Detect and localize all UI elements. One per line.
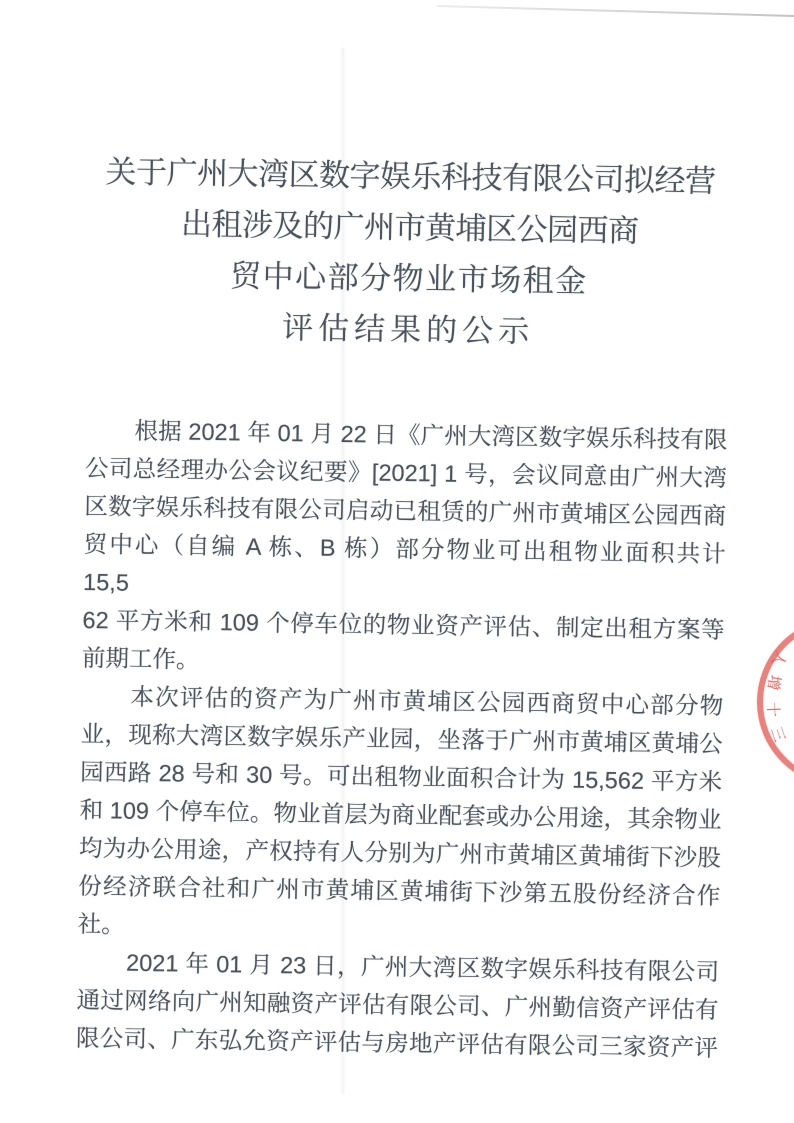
- title-line: 贸中心部分物业市场租金: [229, 258, 588, 299]
- seal-character: 增: [763, 673, 784, 692]
- title-line: 评估结果的公示: [281, 310, 535, 349]
- title-line: 关于广州大湾区数字娱乐科技有限公司拟经营: [105, 154, 716, 199]
- body-line: 区数字娱乐科技有限公司启动已租赁的广州市黄埔区公园西商: [84, 492, 727, 530]
- title-line: 出租涉及的广州市黄埔区公园西商: [180, 206, 639, 249]
- body-line: 贸中心（自编 A 栋、B 栋）部分物业可出租物业面积共计 15,5: [82, 530, 726, 596]
- body-line: 根据 2021 年 01 月 22 日《广州大湾区数字娱乐科技有限: [134, 417, 728, 454]
- body-line: 2021 年 01 月 23 日，广州大湾区数字娱乐科技有限公司: [125, 949, 720, 985]
- seal-character: 三: [767, 724, 788, 745]
- body-line: 均为办公用途，产权持有人分别为广州市黄埔区黄埔街下沙股: [78, 834, 722, 871]
- body-line: 公司总经理办公会议纪要》[2021] 1 号，会议同意由广州大湾: [84, 454, 728, 492]
- body-line: 62 平方米和 109 个停车位的物业资产评估、制定出租方案等: [82, 606, 725, 644]
- body-line: 业，现称大湾区数字娱乐产业园，坐落于广州市黄埔区黄埔公: [80, 720, 723, 758]
- document-title: [87, 146, 732, 360]
- body-line: 前期工作。: [81, 644, 200, 673]
- body-line: 园西路 28 号和 30 号。可出租物业面积合计为 15,562 平方米: [79, 758, 723, 796]
- scan-edge-artifact: [437, 5, 794, 17]
- document-content: [75, 146, 732, 1061]
- document-body: [76, 411, 728, 1067]
- body-line: 份经济联合社和广州市黄埔区黄埔街下沙第五股份经济合作: [78, 872, 721, 909]
- body-line: 限公司、广东弘允资产评估与房地产评估有限公司三家资产评: [75, 1024, 719, 1061]
- body-line: 本次评估的资产为广州市黄埔区公园西商贸中心部分物: [130, 683, 724, 720]
- body-line: 和 109 个停车位。物业首层为商业配套或办公用途，其余物业: [79, 796, 722, 834]
- body-line: 通过网络向广州知融资产评估有限公司、广州勤信资产评估有: [76, 986, 719, 1023]
- body-line: 社。: [77, 910, 125, 938]
- seal-character: 人: [767, 648, 790, 669]
- seal-character: 十: [763, 701, 782, 718]
